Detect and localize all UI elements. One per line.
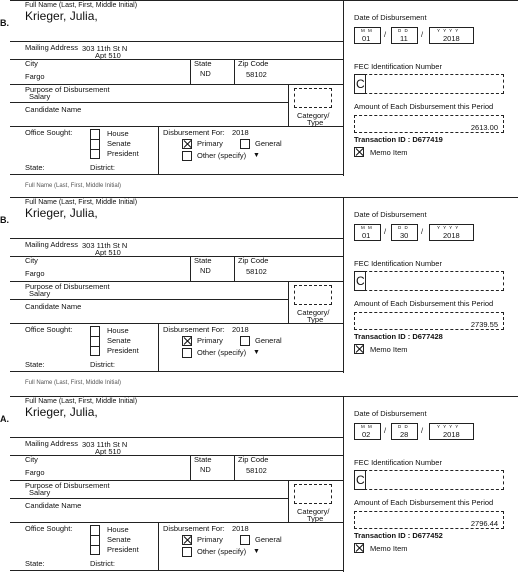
month-hint: M M — [361, 424, 373, 429]
president-option[interactable]: President — [107, 346, 139, 355]
memo-item-label: Memo Item — [370, 148, 408, 157]
zip-label: Zip Code — [238, 455, 269, 464]
senate-option[interactable]: Senate — [107, 535, 131, 544]
purpose-value: Salary — [29, 488, 51, 497]
fec-prefix: C — [356, 473, 365, 487]
state-label: State — [194, 455, 212, 464]
fec-id-box[interactable] — [354, 74, 504, 94]
transaction-id: Transaction ID : D677452 — [354, 531, 443, 540]
fec-id-box[interactable] — [354, 271, 504, 291]
category-label: Category/ — [297, 507, 330, 516]
category-label: Category/ — [297, 111, 330, 120]
state-value: ND — [200, 69, 211, 78]
candidate-name-label: Candidate Name — [25, 105, 82, 114]
month-value: 01 — [362, 231, 371, 240]
memo-item-checkbox[interactable] — [354, 147, 364, 157]
entry-letter: B. — [0, 18, 9, 28]
memo-item-label: Memo Item — [370, 544, 408, 553]
transaction-id: Transaction ID : D677428 — [354, 332, 443, 341]
year-value: 2018 — [443, 34, 460, 43]
city-value: Fargo — [25, 72, 45, 81]
month-value: 01 — [362, 34, 371, 43]
amount-label: Amount of Each Disbursement this Period — [354, 299, 494, 308]
category-type-box — [294, 88, 332, 108]
district-label: District: — [90, 559, 115, 568]
address-line-1: 303 11th St N — [82, 440, 128, 449]
type-label: Type — [307, 514, 324, 523]
general-label: General — [255, 139, 282, 148]
cutoff-text-top: Full Name (Last, First, Middle Initial) — [25, 183, 122, 189]
zip-value: 58102 — [246, 466, 267, 475]
office-sought-label: Office Sought: — [25, 325, 73, 334]
day-value: 30 — [400, 231, 409, 240]
primary-checkbox[interactable] — [182, 535, 192, 545]
month-hint: M M — [361, 225, 373, 230]
other-checkbox[interactable] — [182, 151, 192, 161]
other-arrow-icon: ▼ — [253, 349, 260, 356]
mailing-address-label: Mailing Address — [25, 240, 78, 249]
other-arrow-icon: ▼ — [253, 548, 260, 555]
fec-prefix: C — [356, 77, 365, 91]
election-cycle-value: 2018 — [232, 524, 249, 533]
memo-item-checkbox[interactable] — [354, 344, 364, 354]
house-option[interactable]: House — [107, 129, 129, 138]
day-value: 28 — [400, 430, 409, 439]
amount-value: 2796.44 — [470, 519, 498, 528]
payee-name: Krieger, Julia, — [25, 9, 98, 23]
payee-name: Krieger, Julia, — [25, 405, 98, 419]
primary-label: Primary — [197, 139, 223, 148]
general-checkbox[interactable] — [240, 336, 250, 346]
state-label: State — [194, 256, 212, 265]
date-slash-1: / — [384, 227, 387, 236]
senate-option[interactable]: Senate — [107, 336, 131, 345]
address-line-2: Apt 510 — [95, 248, 121, 257]
full-name-label: Full Name (Last, First, Middle Initial) — [25, 398, 138, 405]
date-of-disbursement-label: Date of Disbursement — [354, 13, 427, 22]
disbursement-for-label: Disbursement For: — [163, 524, 225, 533]
candidate-name-label: Candidate Name — [25, 501, 82, 510]
primary-checkbox[interactable] — [182, 336, 192, 346]
address-line-1: 303 11th St N — [82, 44, 128, 53]
amount-value: 2613.00 — [470, 123, 498, 132]
month-hint: M M — [361, 28, 373, 33]
disbursement-form-2 — [0, 197, 518, 373]
candidate-name-label: Candidate Name — [25, 302, 82, 311]
amount-label: Amount of Each Disbursement this Period — [354, 498, 494, 507]
purpose-value: Salary — [29, 289, 51, 298]
type-label: Type — [307, 118, 324, 127]
category-label: Category/ — [297, 308, 330, 317]
year-hint: Y Y Y Y — [437, 28, 460, 33]
memo-item-label: Memo Item — [370, 345, 408, 354]
zip-value: 58102 — [246, 70, 267, 79]
disbursement-for-label: Disbursement For: — [163, 325, 225, 334]
date-slash-2: / — [421, 227, 424, 236]
day-hint: D D — [398, 225, 409, 230]
city-label: City — [25, 455, 38, 464]
category-type-box — [294, 484, 332, 504]
category-type-box — [294, 285, 332, 305]
office-sought-label: Office Sought: — [25, 524, 73, 533]
address-line-2: Apt 510 — [95, 51, 121, 60]
fec-id-label: FEC Identification Number — [354, 62, 442, 71]
entry-letter: A. — [0, 414, 9, 424]
disbursement-for-label: Disbursement For: — [163, 128, 225, 137]
fec-id-label: FEC Identification Number — [354, 259, 442, 268]
other-label: Other (specify) — [197, 547, 247, 556]
zip-label: Zip Code — [238, 256, 269, 265]
memo-item-checkbox[interactable] — [354, 543, 364, 553]
general-checkbox[interactable] — [240, 535, 250, 545]
office-sought-label: Office Sought: — [25, 128, 73, 137]
state-value: ND — [200, 266, 211, 275]
entry-letter: B. — [0, 215, 9, 225]
mailing-address-label: Mailing Address — [25, 439, 78, 448]
other-checkbox[interactable] — [182, 348, 192, 358]
month-value: 02 — [362, 430, 371, 439]
house-option[interactable]: House — [107, 326, 129, 335]
zip-label: Zip Code — [238, 59, 269, 68]
office-checkbox-stack — [90, 129, 100, 159]
election-cycle-value: 2018 — [232, 128, 249, 137]
district-label: District: — [90, 360, 115, 369]
date-of-disbursement-label: Date of Disbursement — [354, 409, 427, 418]
date-slash-2: / — [421, 426, 424, 435]
general-label: General — [255, 336, 282, 345]
general-checkbox[interactable] — [240, 139, 250, 149]
address-line-2: Apt 510 — [95, 447, 121, 456]
year-value: 2018 — [443, 430, 460, 439]
purpose-value: Salary — [29, 92, 51, 101]
house-option[interactable]: House — [107, 525, 129, 534]
state-bottom-label: State: — [25, 360, 45, 369]
day-hint: D D — [398, 28, 409, 33]
disbursement-form-1 — [0, 0, 518, 176]
disbursement-form-3 — [0, 396, 518, 572]
city-value: Fargo — [25, 468, 45, 477]
general-label: General — [255, 535, 282, 544]
other-label: Other (specify) — [197, 151, 247, 160]
state-value: ND — [200, 465, 211, 474]
other-checkbox[interactable] — [182, 547, 192, 557]
mailing-address-label: Mailing Address — [25, 43, 78, 52]
day-hint: D D — [398, 424, 409, 429]
address-line-1: 303 11th St N — [82, 241, 128, 250]
year-hint: Y Y Y Y — [437, 225, 460, 230]
primary-checkbox[interactable] — [182, 139, 192, 149]
amount-value: 2739.55 — [470, 320, 498, 329]
state-bottom-label: State: — [25, 163, 45, 172]
purpose-label: Purpose of Disbursement — [25, 282, 110, 291]
purpose-label: Purpose of Disbursement — [25, 85, 110, 94]
office-checkbox-stack — [90, 326, 100, 356]
state-label: State — [194, 59, 212, 68]
other-arrow-icon: ▼ — [253, 152, 260, 159]
date-of-disbursement-label: Date of Disbursement — [354, 210, 427, 219]
fec-prefix: C — [356, 274, 365, 288]
day-value: 11 — [400, 34, 408, 43]
date-slash-1: / — [384, 426, 387, 435]
full-name-label: Full Name (Last, First, Middle Initial) — [25, 2, 138, 9]
purpose-label: Purpose of Disbursement — [25, 481, 110, 490]
district-label: District: — [90, 163, 115, 172]
amount-label: Amount of Each Disbursement this Period — [354, 102, 494, 111]
date-slash-2: / — [421, 30, 424, 39]
office-checkbox-stack — [90, 525, 100, 555]
state-bottom-label: State: — [25, 559, 45, 568]
other-label: Other (specify) — [197, 348, 247, 357]
date-slash-1: / — [384, 30, 387, 39]
transaction-id: Transaction ID : D677419 — [354, 135, 443, 144]
primary-label: Primary — [197, 535, 223, 544]
primary-label: Primary — [197, 336, 223, 345]
president-option[interactable]: President — [107, 149, 139, 158]
city-value: Fargo — [25, 269, 45, 278]
fec-id-box[interactable] — [354, 470, 504, 490]
payee-name: Krieger, Julia, — [25, 206, 98, 220]
zip-value: 58102 — [246, 267, 267, 276]
cutoff-text-middle: Full Name (Last, First, Middle Initial) — [25, 380, 122, 386]
full-name-label: Full Name (Last, First, Middle Initial) — [25, 199, 138, 206]
election-cycle-value: 2018 — [232, 325, 249, 334]
year-hint: Y Y Y Y — [437, 424, 460, 429]
senate-option[interactable]: Senate — [107, 139, 131, 148]
year-value: 2018 — [443, 231, 460, 240]
president-option[interactable]: President — [107, 545, 139, 554]
type-label: Type — [307, 315, 324, 324]
city-label: City — [25, 256, 38, 265]
city-label: City — [25, 59, 38, 68]
fec-id-label: FEC Identification Number — [354, 458, 442, 467]
